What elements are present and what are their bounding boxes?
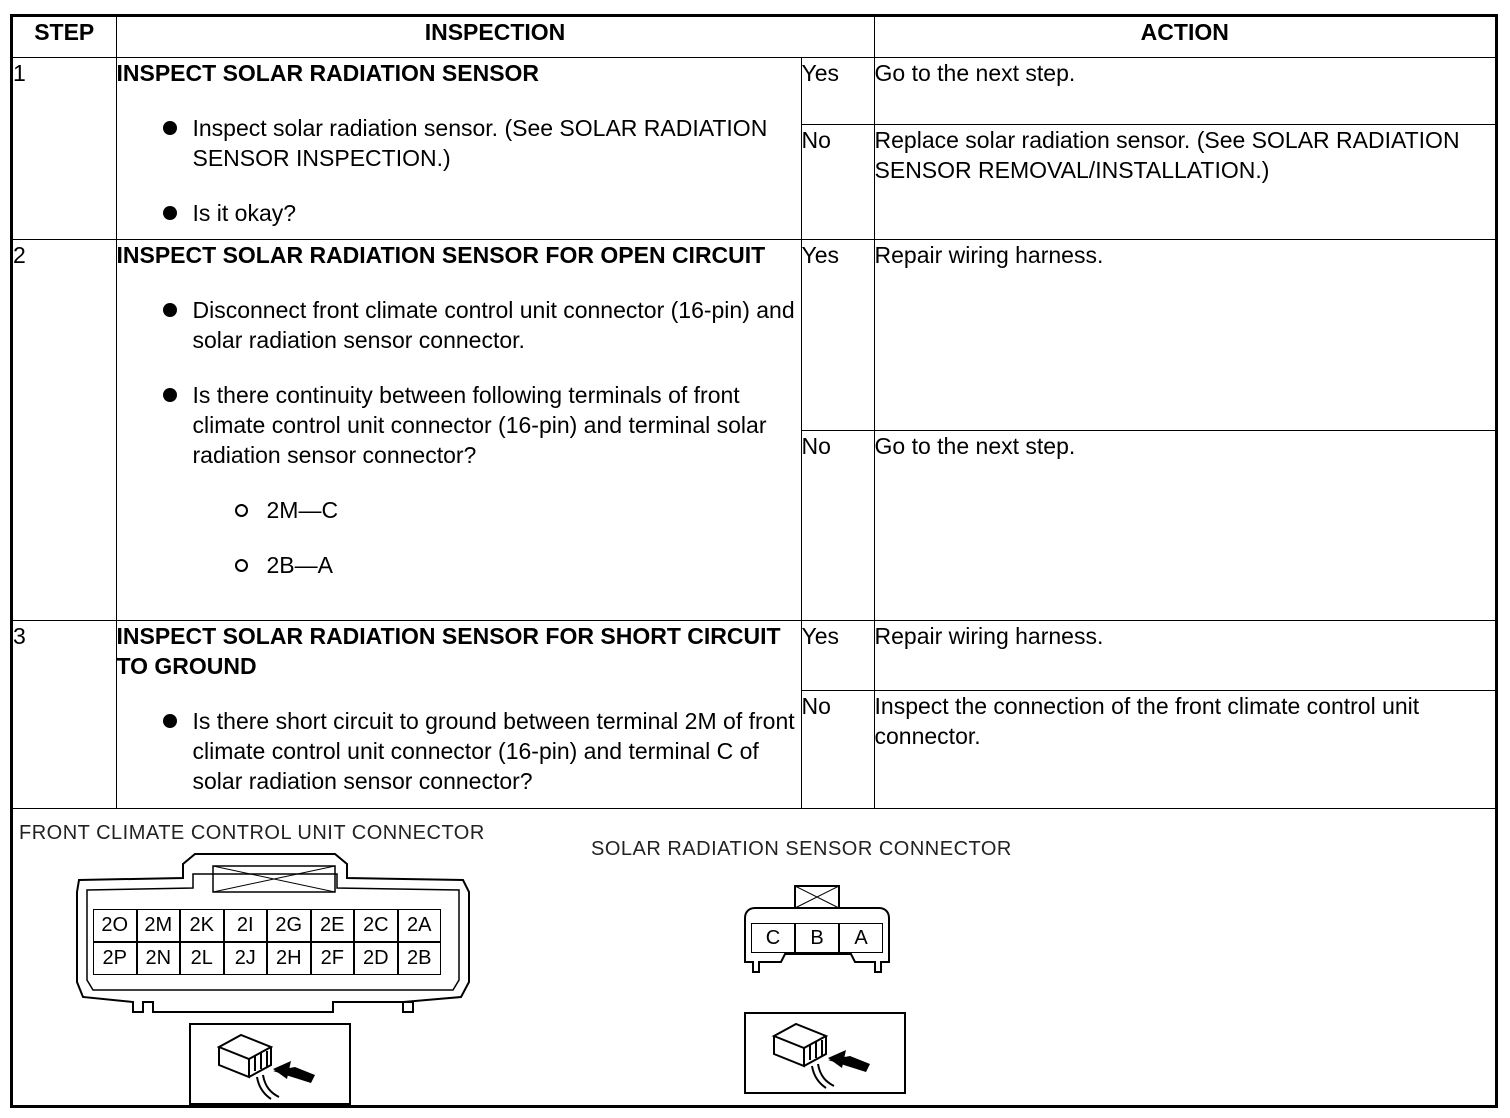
connector-pin: B — [795, 923, 839, 953]
step-2-yes-row — [13, 240, 1495, 431]
yes-label: Yes — [801, 240, 874, 431]
connector-diagrams — [13, 814, 1495, 1105]
step-3-yes-row — [13, 621, 1495, 691]
bullet-item: Disconnect front climate control unit connector (16-pin) and solar radiation sensor connector. — [117, 295, 801, 355]
no-label: No — [801, 691, 874, 809]
terminal-pair: 2B—A — [117, 550, 801, 580]
no-action: Go to the next step. — [874, 431, 1495, 621]
bullet-item: Is there continuity between following terminals of front climate control unit connector (16-pin) and terminal solar radiation sensor connector? — [117, 380, 801, 470]
front-connector-caption: FRONT CLIMATE CONTROL UNIT CONNECTOR — [19, 822, 485, 844]
no-label: No — [801, 431, 874, 621]
bullet-item: Is there short circuit to ground between terminal 2M of front climate control unit connector (16-pin) and terminal C of solar radiation sensor connector? — [117, 706, 801, 796]
no-action: Replace solar radiation sensor. (See SOLAR RADIATION SENSOR REMOVAL/INSTALLATION.) — [874, 125, 1495, 240]
harness-side-view-icon — [189, 1023, 351, 1105]
no-action: Inspect the connection of the front climate control unit connector. — [874, 691, 1495, 809]
connector-pin: 2G — [267, 909, 311, 942]
step-number: 1 — [13, 58, 116, 240]
connector-pin: 2O — [93, 909, 137, 942]
yes-action: Repair wiring harness. — [874, 621, 1495, 691]
step-1-yes-row — [13, 58, 1495, 125]
connector-pin: A — [839, 923, 883, 953]
action-header: ACTION — [874, 17, 1495, 58]
diagnostic-sheet — [10, 14, 1498, 1108]
connector-pin: 2H — [267, 942, 311, 975]
harness-side-view-icon — [744, 1012, 906, 1094]
terminal-pair: 2M—C — [117, 495, 801, 525]
step-2-inspection — [116, 240, 801, 621]
step-number: 3 — [13, 621, 116, 809]
solar-connector-caption: SOLAR RADIATION SENSOR CONNECTOR — [591, 838, 1012, 860]
connector-pin: 2M — [137, 909, 181, 942]
solar-connector-pin-grid — [751, 923, 883, 953]
step-title: INSPECT SOLAR RADIATION SENSOR — [116, 60, 540, 86]
step-header: STEP — [13, 17, 116, 58]
connector-pin: C — [751, 923, 795, 953]
no-label: No — [801, 125, 874, 240]
step-1-inspection — [116, 58, 801, 240]
front-connector-pin-grid — [93, 909, 441, 975]
header-row — [13, 17, 1495, 58]
connector-pin: 2L — [180, 942, 224, 975]
bullet-item: Inspect solar radiation sensor. (See SOLAR RADIATION SENSOR INSPECTION.) — [117, 113, 801, 173]
bullet-item: Is it okay? — [117, 198, 801, 228]
connector-pin: 2E — [311, 909, 355, 942]
yes-action: Go to the next step. — [874, 58, 1495, 125]
step-3-inspection — [116, 621, 801, 809]
connector-pin: 2A — [398, 909, 442, 942]
yes-label: Yes — [801, 58, 874, 125]
step-title: INSPECT SOLAR RADIATION SENSOR FOR OPEN CIRCUIT — [116, 242, 766, 268]
connector-pin: 2I — [224, 909, 268, 942]
inspection-header: INSPECTION — [116, 17, 874, 58]
connector-pin: 2F — [311, 942, 355, 975]
connector-pin: 2B — [398, 942, 442, 975]
yes-label: Yes — [801, 621, 874, 691]
yes-action: Repair wiring harness. — [874, 240, 1495, 431]
connector-pin: 2K — [180, 909, 224, 942]
connector-pin: 2N — [137, 942, 181, 975]
step-number: 2 — [13, 240, 116, 621]
connector-pin: 2P — [93, 942, 137, 975]
connector-pin: 2C — [354, 909, 398, 942]
troubleshooting-table — [13, 17, 1495, 809]
connector-pin: 2D — [354, 942, 398, 975]
connector-pin: 2J — [224, 942, 268, 975]
step-title: INSPECT SOLAR RADIATION SENSOR FOR SHORT CIRCUIT TO GROUND — [116, 623, 781, 679]
